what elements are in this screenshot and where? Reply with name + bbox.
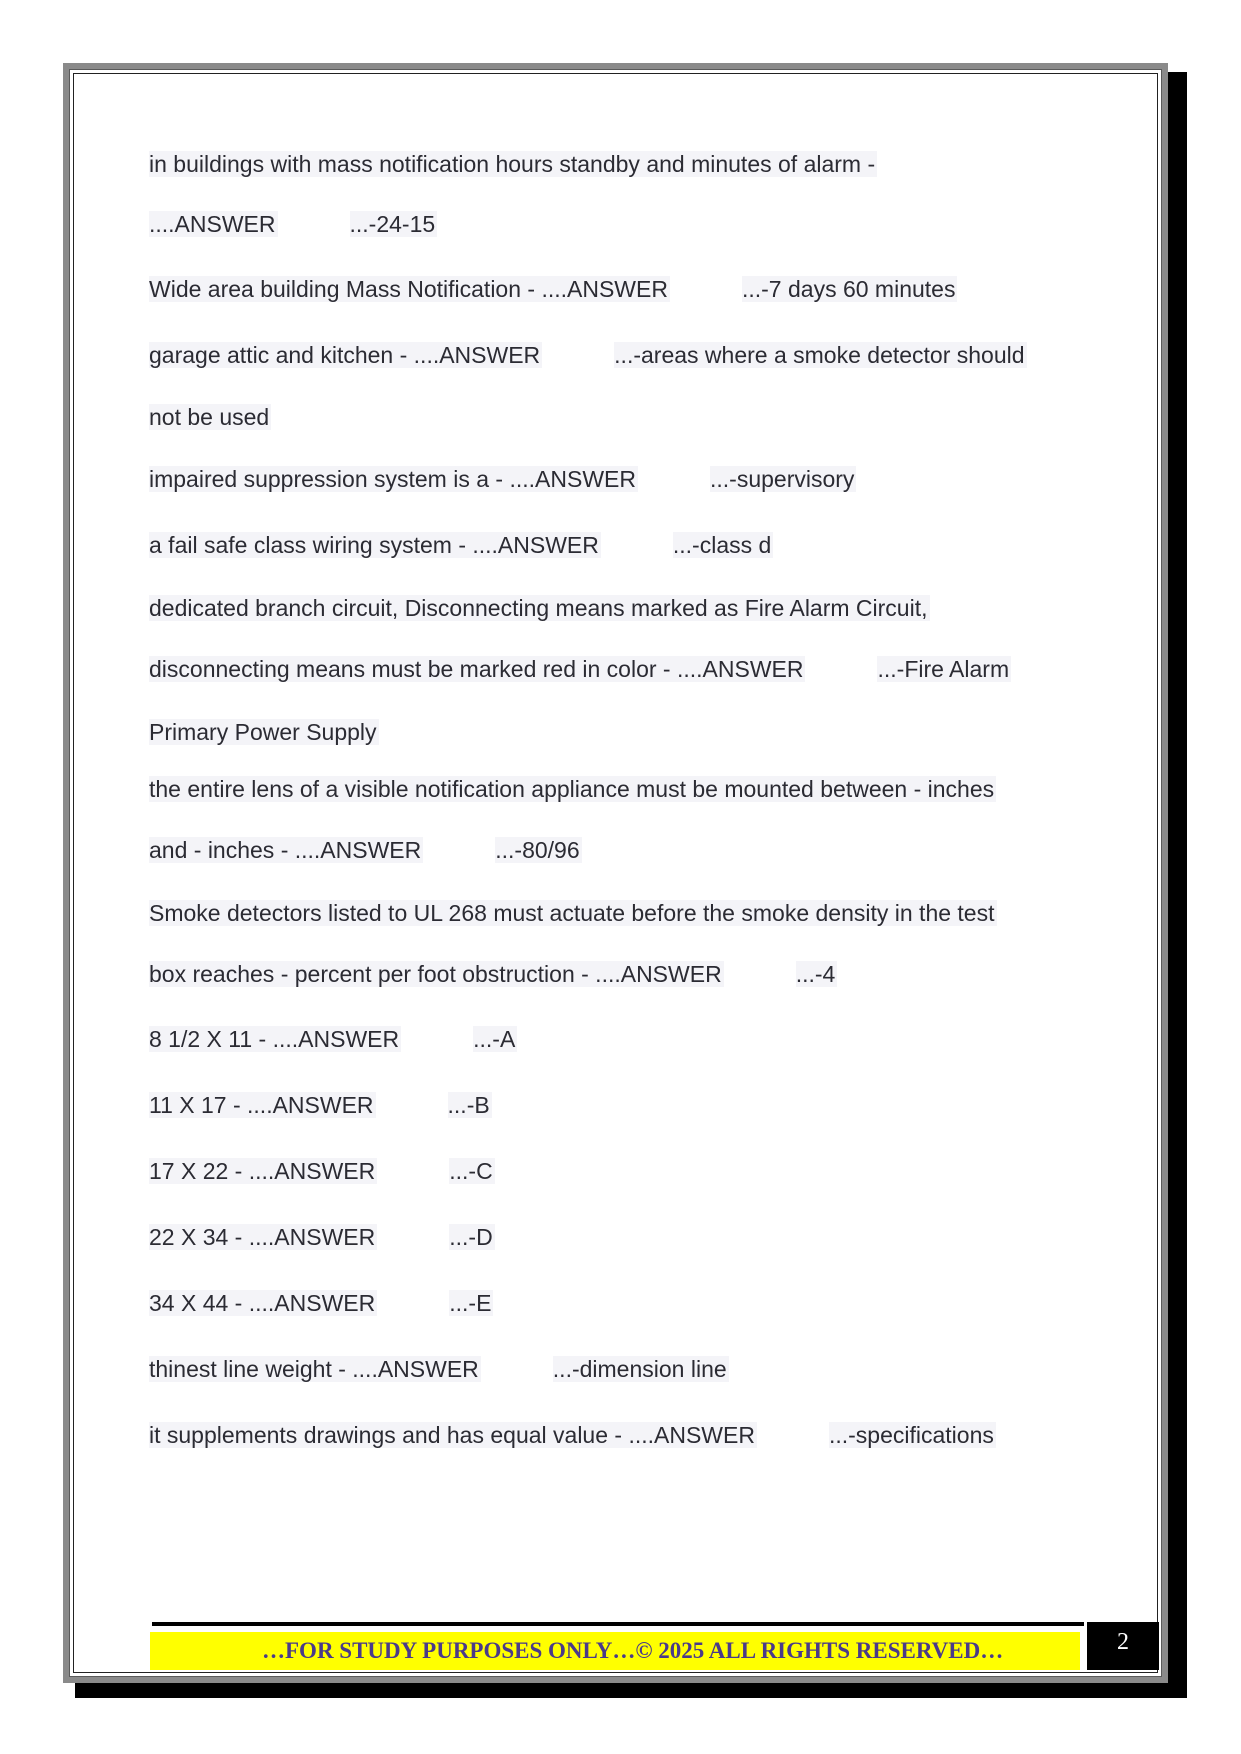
text-line-12 (149, 833, 582, 867)
answer-value: ...-E (449, 1290, 492, 1316)
question-text: garage attic and kitchen - ....ANSWER (149, 342, 541, 368)
text-line-10 (149, 715, 379, 749)
answer-value: ...-B (447, 1092, 490, 1118)
question-text: a fail safe class wiring system - ....ANSWER (149, 532, 599, 558)
line-text: the entire lens of a visible notification appliance must be mounted between - inches (149, 776, 995, 802)
line-text: Primary Power Supply (149, 719, 377, 745)
question-text: 34 X 44 - ....ANSWER (149, 1290, 376, 1316)
question-text: it supplements drawings and has equal value - ....ANSWER (149, 1422, 755, 1448)
text-line-20 (149, 1352, 729, 1386)
question-text: disconnecting means must be marked red in color - ....ANSWER (149, 656, 804, 682)
question-text: thinest line weight - ....ANSWER (149, 1356, 479, 1382)
text-line-5 (149, 400, 271, 434)
text-line-2 (149, 207, 437, 241)
text-line-9 (149, 652, 1011, 686)
answer-value: ...-24-15 (349, 211, 436, 237)
text-line-8 (149, 591, 930, 625)
answer-value: ...-supervisory (709, 466, 855, 492)
answer-value: ...-Fire Alarm (877, 656, 1010, 682)
text-line-4 (149, 338, 1027, 372)
question-text: 11 X 17 - ....ANSWER (149, 1092, 374, 1118)
answer-value: ...-class d (672, 532, 772, 558)
text-line-3 (149, 272, 957, 306)
answer-value: ...-4 (795, 961, 836, 987)
answer-label: ....ANSWER (149, 211, 276, 237)
text-line-7 (149, 528, 773, 562)
question-text: 17 X 22 - ....ANSWER (149, 1158, 376, 1184)
answer-value: ...-80/96 (495, 837, 580, 863)
text-line-11 (149, 772, 996, 806)
question-text: impaired suppression system is a - ....ANSWER (149, 466, 636, 492)
line-text: dedicated branch circuit, Disconnecting means marked as Fire Alarm Circuit, (149, 595, 928, 621)
text-line-14 (149, 957, 837, 991)
text-line-19 (149, 1286, 493, 1320)
question-text: 22 X 34 - ....ANSWER (149, 1224, 376, 1250)
answer-value: ...-A (473, 1026, 516, 1052)
answer-value: ...-C (449, 1158, 493, 1184)
answer-value: ...-areas where a smoke detector should (614, 342, 1025, 368)
question-text: Wide area building Mass Notification - ....ANSWER (149, 276, 668, 302)
answer-value: ...-D (449, 1224, 493, 1250)
text-line-15 (149, 1022, 517, 1056)
footer-copyright: …FOR STUDY PURPOSES ONLY…© 2025 ALL RIGHTS RESERVED… (262, 1638, 1004, 1663)
line-text: not be used (149, 404, 270, 430)
text-line-6 (149, 462, 856, 496)
question-text: box reaches - percent per foot obstruction - ....ANSWER (149, 961, 722, 987)
footer-rule (152, 1622, 1084, 1626)
answer-value: ...-7 days 60 minutes (741, 276, 956, 302)
answer-value: ...-dimension line (552, 1356, 727, 1382)
text-line-17 (149, 1154, 495, 1188)
text-line-18 (149, 1220, 495, 1254)
text-line-16 (149, 1088, 492, 1122)
text-line-13 (149, 896, 997, 930)
answer-value: ...-specifications (828, 1422, 994, 1448)
question-text: 8 1/2 X 11 - ....ANSWER (149, 1026, 400, 1052)
text-line-1 (149, 147, 877, 181)
line-text: Smoke detectors listed to UL 268 must actuate before the smoke density in the test (149, 900, 995, 926)
page-number: 2 (1087, 1622, 1159, 1670)
line-text: in buildings with mass notification hours standby and minutes of alarm - (149, 151, 876, 177)
text-line-21 (149, 1418, 996, 1452)
question-text: and - inches - ....ANSWER (149, 837, 422, 863)
